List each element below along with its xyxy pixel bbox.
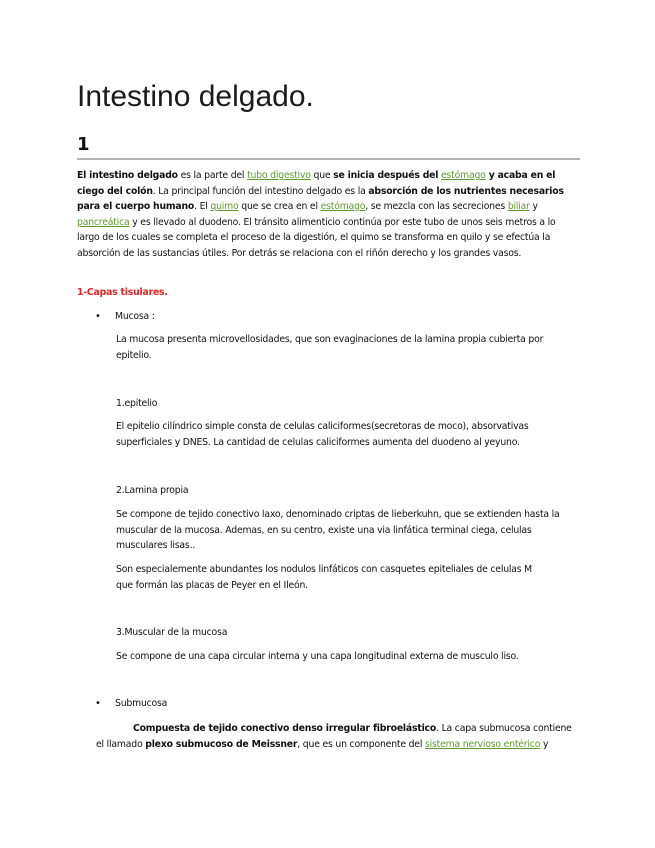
lamina-title: 2.Lamina propia bbox=[116, 485, 189, 496]
heading-1: 1 bbox=[77, 134, 90, 155]
text-bold: y acaba en el ciego del colón bbox=[77, 170, 556, 197]
lamina-paragraph-2: Son especialemente abundantes los nodulos linfáticos con casquetes epiteliales de celulas M que formán las placas de Peyer en el Ileón. bbox=[116, 564, 533, 591]
lamina-paragraph-1: Se compone de tejido conectivo laxo, denominado criptas de lieberkuhn, que se extienden hasta la muscular de la mucosa. Ademas, en su centro, existe una via linfática terminal ciega, celulas musculares lisas.. bbox=[116, 509, 560, 551]
heading-rule bbox=[77, 158, 580, 160]
text: . La principal función del intestino delgado es la bbox=[152, 185, 369, 197]
muscular-paragraph: Se compone de una capa circular interna y una capa longitudinal externa de musculo liso. bbox=[116, 651, 519, 662]
text-bold: Compuesta de tejido conectivo denso irregular fibroelástico bbox=[133, 723, 437, 734]
epitelio-paragraph: El epitelio cilíndrico simple consta de celulas caliciformes(secretoras de moco), absorvativas superficiales y DNES. La cantidad de celulas caliciformes aumenta del duodeno al yeyuno. bbox=[116, 421, 529, 448]
section-heading: 1-Capas tisulares. bbox=[77, 287, 168, 298]
text: y es llevado al duodeno. El tránsito alimenticio continúa por este tubo de unos seis metros a lo largo de los cuales se completa el proceso de la digestión, el quimo se transforma en quilo y se efectúa la absorción de las sustancias útiles. Por detrás se relaciona con el riñón derecho y los grandes vasos. bbox=[77, 216, 556, 259]
intro-paragraph bbox=[77, 168, 580, 261]
bullet-item-submucosa bbox=[95, 696, 167, 711]
text: y bbox=[529, 201, 538, 212]
text: , que es un componente del bbox=[297, 738, 425, 750]
text: . El bbox=[194, 201, 211, 212]
bullet-icon: • bbox=[95, 698, 101, 709]
text: y bbox=[540, 738, 549, 750]
bullet-icon: • bbox=[95, 311, 101, 322]
text-bold: plexo submucoso de Meissner bbox=[145, 738, 298, 750]
text-bold: El intestino delgado bbox=[77, 170, 178, 181]
text: es la parte del bbox=[177, 170, 248, 181]
text-bold: se inicia después del bbox=[333, 170, 439, 181]
link-quimo[interactable]: quimo bbox=[210, 201, 239, 212]
text-bold: absorción de los nutrientes necesarios para el cuerpo humano bbox=[77, 185, 564, 212]
link-estomago-2[interactable]: estómago bbox=[320, 201, 366, 212]
text: . La capa submucosa contiene el llamado bbox=[96, 723, 572, 750]
link-estomago[interactable]: estómago bbox=[441, 170, 486, 181]
submucosa-paragraph bbox=[96, 721, 580, 752]
link-biliar[interactable]: biliar bbox=[507, 201, 530, 212]
bullet-label: Mucosa : bbox=[115, 311, 155, 322]
bullet-label: Submucosa bbox=[115, 698, 168, 709]
text: que bbox=[310, 170, 334, 181]
text: , se mezcla con las secreciones bbox=[365, 201, 508, 212]
text: que se crea en el bbox=[238, 201, 321, 212]
link-sistema-nervioso-enterico[interactable]: sistema nervioso entérico bbox=[424, 738, 541, 750]
link-tubo-digestivo[interactable]: tubo digestivo bbox=[247, 170, 311, 181]
muscular-title: 3.Muscular de la mucosa bbox=[116, 627, 228, 638]
mucosa-paragraph: La mucosa presenta microvellosidades, que son evaginaciones de la lamina propia cubierta por epitelio. bbox=[116, 334, 544, 361]
link-pancreatica[interactable]: pancreática bbox=[77, 216, 130, 228]
document-title: Intestino delgado. bbox=[77, 80, 314, 113]
epitelio-title: 1.epitelio bbox=[116, 398, 158, 409]
bullet-item-mucosa bbox=[95, 309, 155, 324]
